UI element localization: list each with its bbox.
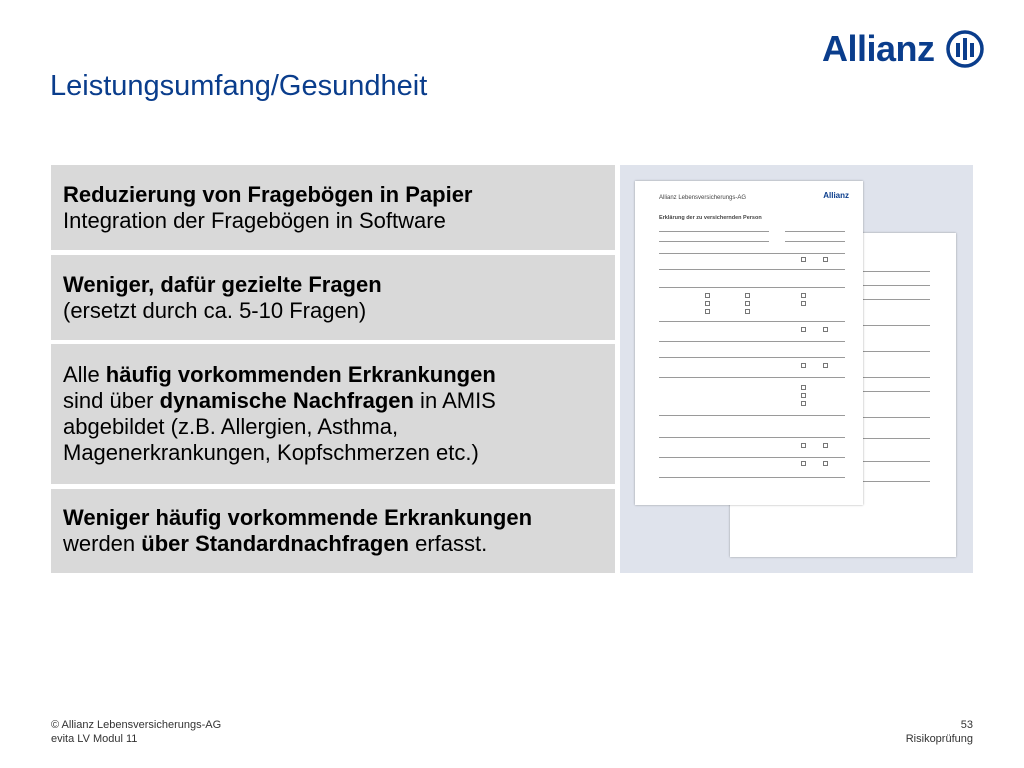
box3-emphasis-b: dynamische Nachfragen: [159, 388, 414, 413]
info-box-fewer-questions: [51, 255, 615, 340]
box3-text-a: Alle: [63, 362, 106, 387]
box3-line2: [63, 388, 603, 414]
box4-text-a: werden: [63, 531, 142, 556]
box1-text: Integration der Fragebögen in Software: [63, 207, 446, 233]
info-box-common-diseases: [51, 344, 615, 484]
box4-line2: [63, 531, 603, 557]
footer-module: evita LV Modul 11: [51, 733, 138, 745]
questionnaire-page-front: [635, 181, 863, 505]
box2-heading: Weniger, dafür gezielte Fragen: [63, 271, 382, 297]
logo-wordmark: Allianz: [822, 28, 935, 69]
box3-line4: Magenerkrankungen, Kopfschmerzen etc.): [63, 440, 479, 465]
info-box-paper-reduction: [51, 165, 615, 250]
footer-copyright: © Allianz Lebensversicherungs-AG: [51, 719, 222, 731]
form-company-name: Allianz Lebensversicherungs-AG: [659, 195, 747, 201]
info-box-rare-diseases: [51, 489, 615, 573]
box3-line3: abgebildet (z.B. Allergien, Asthma,: [63, 414, 399, 439]
box2-text: (ersetzt durch ca. 5-10 Fragen): [63, 297, 367, 323]
box1-heading: Reduzierung von Fragebögen in Papier: [63, 181, 473, 207]
page-title: Leistungsumfang/Gesundheit: [50, 70, 428, 102]
box3-text-c: in AMIS: [413, 388, 496, 413]
allianz-logo: [822, 28, 985, 70]
footer-right: [906, 718, 973, 746]
footer-section: Risikoprüfung: [905, 733, 973, 745]
footer-left: [51, 718, 221, 746]
form-logo: Allianz: [823, 191, 849, 200]
box3-emphasis-a: häufig vorkommenden Erkrankungen: [105, 362, 496, 387]
box3-line1: [63, 362, 603, 388]
footer-page-number: 53: [960, 719, 973, 731]
questionnaire-image: [620, 165, 973, 573]
box4-text-b: erfasst.: [409, 531, 488, 556]
allianz-eagle-icon: [945, 29, 985, 69]
box3-text-b: sind über: [63, 388, 160, 413]
form-heading: Erklärung der zu versichernden Person: [659, 215, 762, 221]
box4-emphasis: über Standardnachfragen: [141, 531, 409, 556]
box4-heading: Weniger häufig vorkommende Erkrankungen: [63, 505, 533, 530]
